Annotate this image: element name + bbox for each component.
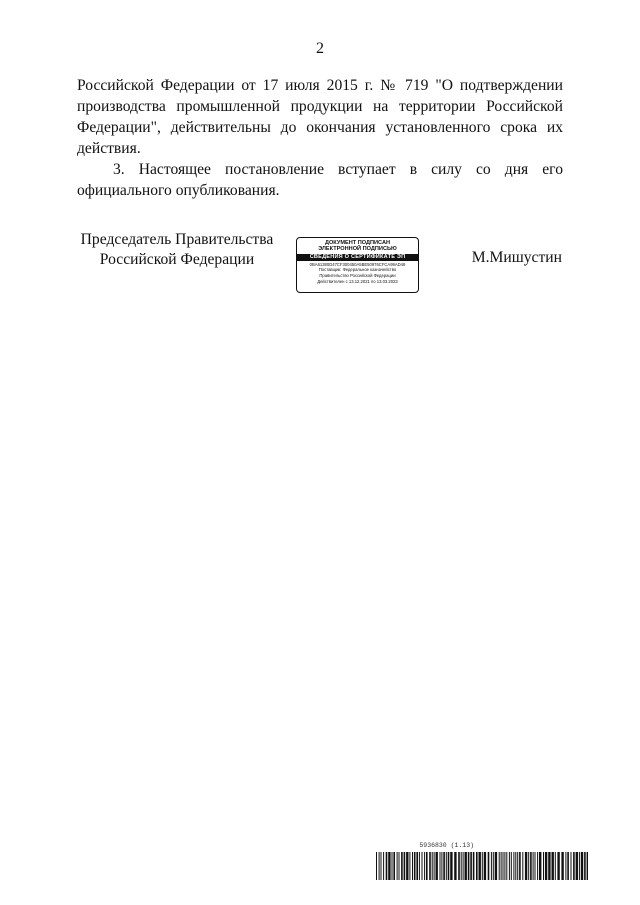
signatory-position-line2: Российской Федерации (99, 250, 255, 268)
barcode-icon (376, 852, 588, 880)
barcode-bar (409, 852, 410, 880)
barcode-bar (450, 852, 452, 880)
barcode-bar (383, 852, 384, 880)
barcode-bar (581, 852, 583, 880)
barcode-bar (397, 852, 398, 880)
barcode-bar (576, 852, 578, 880)
barcode-bar (537, 852, 538, 880)
barcode-bar (416, 852, 418, 880)
barcode-bar (443, 852, 445, 880)
barcode-bar (525, 852, 527, 880)
barcode-bar (555, 852, 556, 880)
barcode-bar (488, 852, 490, 880)
signatory-position (77, 230, 277, 269)
barcode-bar (429, 852, 431, 880)
barcode-bar (458, 852, 460, 880)
stamp-validity: Действителен с 13.12.2021 по 13.03.2023 (317, 278, 398, 284)
barcode-bar (552, 852, 554, 880)
barcode-bar (426, 852, 428, 880)
electronic-signature-stamp (296, 237, 419, 293)
barcode-bar (515, 852, 516, 880)
barcode-bar (579, 852, 580, 880)
barcode-bar (406, 852, 408, 880)
barcode-bar (548, 852, 550, 880)
barcode-bar (465, 852, 467, 880)
barcode-bar (545, 852, 547, 880)
barcode-bar (446, 852, 447, 880)
barcode-bar (522, 852, 523, 880)
barcode-bar (503, 852, 504, 880)
barcode-bar (539, 852, 541, 880)
barcode-bar (440, 852, 441, 880)
barcode-bar (436, 852, 438, 880)
barcode-bar (454, 852, 456, 880)
barcode-bar (461, 852, 462, 880)
barcode-bar (473, 852, 475, 880)
barcode-bar (463, 852, 464, 880)
barcode-bar (376, 852, 377, 880)
barcode-bar (432, 852, 433, 880)
barcode-bar (584, 852, 586, 880)
barcode-bar (401, 852, 403, 880)
barcode-bar (392, 852, 393, 880)
barcode-bar (381, 852, 382, 880)
barcode-bar (587, 852, 588, 880)
barcode-bar (504, 852, 505, 880)
stamp-title-line2: ЭЛЕКТРОННОЙ ПОДПИСЬЮ (318, 246, 397, 253)
barcode-bar (511, 852, 512, 880)
barcode-bar (482, 852, 483, 880)
barcode-bar (470, 852, 472, 880)
barcode-bar (476, 852, 478, 880)
barcode-bar (495, 852, 497, 880)
barcode-bar (424, 852, 425, 880)
stamp-serial: 0BA61380D47CF300450A5BE50976CFCA99AD46 (309, 261, 406, 267)
barcode-bar (448, 852, 450, 880)
barcode-bar (519, 852, 521, 880)
barcode-bar (530, 852, 532, 880)
paragraph-effective-date: 3. Настоящее постановление вступает в силу со дня его официального опубликования. (77, 161, 563, 199)
barcode-bar (484, 852, 486, 880)
barcode-code: 5936830 (1.13) (419, 842, 474, 849)
barcode-bar (506, 852, 507, 880)
barcode-bar (399, 852, 400, 880)
paragraph-continuation: Российской Федерации от 17 июля 2015 г. № 719 "О подтверждении производства промышленной продукции на территории Российской Федерации", действительны до окончания установленного срока их действия. (77, 77, 563, 157)
barcode-bar (501, 852, 502, 880)
signatory-name: М.Мишустин (471, 249, 562, 266)
barcode-bar (393, 852, 395, 880)
barcode-bar (404, 852, 406, 880)
barcode-bar (528, 852, 529, 880)
stamp-certificate-band: СВЕДЕНИЯ О СЕРТИФИКАТЕ ЭП (297, 254, 418, 261)
document-barcode-block (376, 842, 596, 882)
barcode-bar (509, 852, 510, 880)
barcode-bar (493, 852, 494, 880)
stamp-issuer: Поставщик: Федеральное казначейство (318, 267, 397, 273)
barcode-bar (441, 852, 442, 880)
barcode-bar (513, 852, 514, 880)
barcode-bar (571, 852, 572, 880)
barcode-bar (573, 852, 575, 880)
barcode-bar (422, 852, 423, 880)
barcode-bar (567, 852, 569, 880)
barcode-bar (557, 852, 559, 880)
barcode-bar (419, 852, 420, 880)
page-number: 2 (316, 40, 324, 57)
barcode-bar (491, 852, 492, 880)
barcode-bar (535, 852, 536, 880)
barcode-bar (412, 852, 413, 880)
barcode-bar (386, 852, 388, 880)
barcode-bar (479, 852, 481, 880)
barcode-bar (561, 852, 563, 880)
stamp-owner: Правительство Российской Федерации (319, 273, 396, 279)
document-body (77, 75, 563, 201)
barcode-bar (533, 852, 534, 880)
stamp-title-line1: ДОКУМЕНТ ПОДПИСАН (324, 239, 391, 246)
signatory-position-line1: Председатель Правительства (80, 231, 274, 248)
barcode-bar (468, 852, 470, 880)
barcode-bar (565, 852, 566, 880)
barcode-bar (388, 852, 390, 880)
barcode-bar (499, 852, 500, 880)
barcode-bar (379, 852, 380, 880)
barcode-bar (543, 852, 544, 880)
barcode-bar (414, 852, 416, 880)
barcode-bar (517, 852, 518, 880)
barcode-bar (434, 852, 435, 880)
